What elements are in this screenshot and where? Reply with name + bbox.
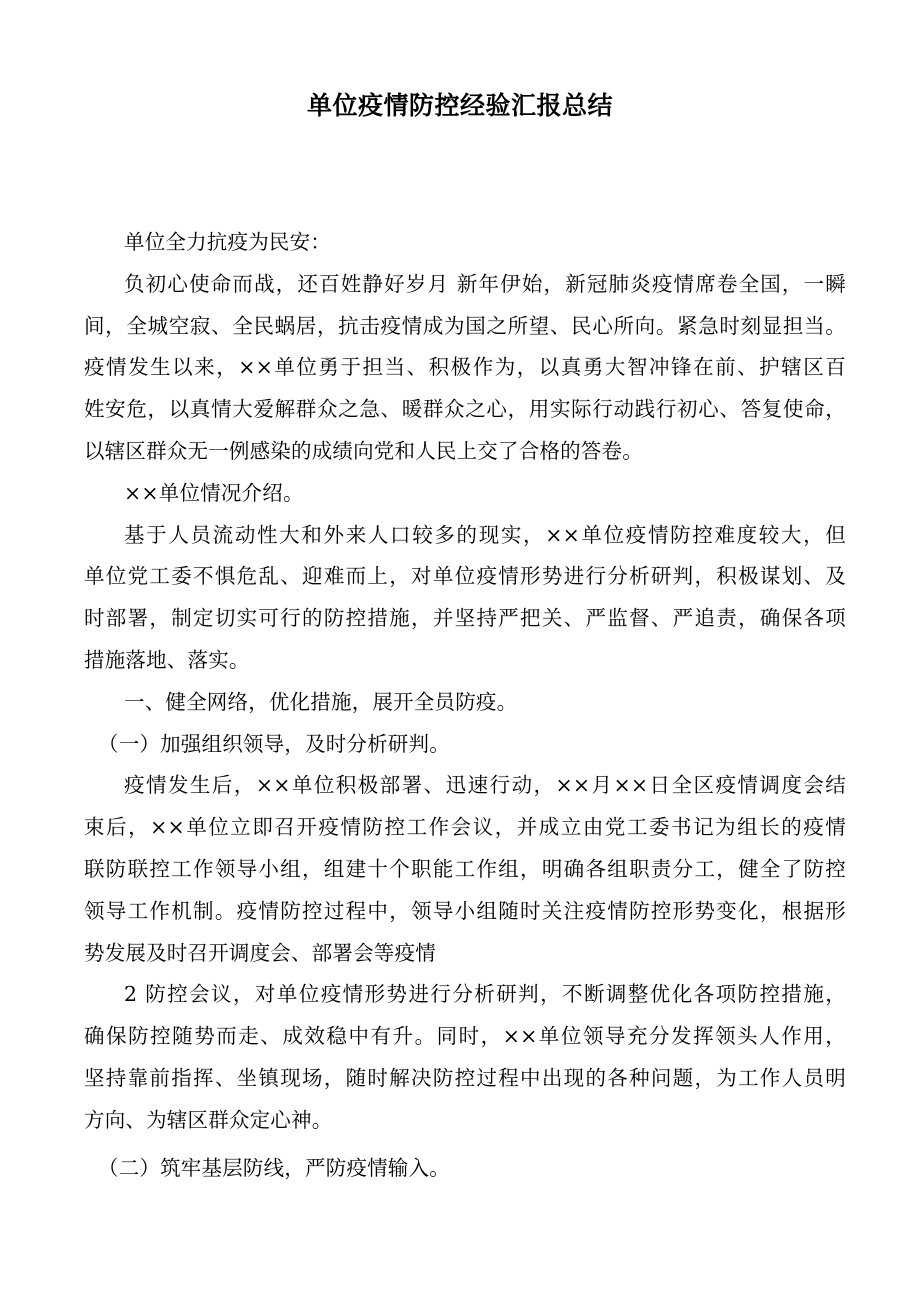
text-line: 时部署，制定切实可行的防控措施，并坚持严把关、严监督、严追责，确保各项	[84, 606, 846, 631]
text-line: 单位全力抗疫为民安：	[124, 230, 331, 254]
text-line: 措施落地、落实。	[84, 647, 250, 672]
text-line: 疫情发生后，××单位积极部署、迅速行动，××月××日全区疫情调度会结	[124, 773, 846, 798]
text-line: 单位党工委不惧危乱、迎难而上，对单位疫情形势进行分析研判，积极谋划、及	[84, 564, 846, 589]
text-line: 联防联控工作领导小组，组建十个职能工作组，明确各组职责分工，健全了防控	[84, 856, 846, 881]
text-line: 间，全城空寂、全民蜗居，抗击疫情成为国之所望、民心所向。紧急时刻显担当。	[84, 313, 846, 338]
text-line: 势发展及时召开调度会、部署会等疫情	[84, 940, 436, 965]
text-line: 负初心使命而战，还百姓静好岁月 新年伊始，新冠肺炎疫情席卷全国，一瞬	[124, 271, 846, 296]
text-line: 疫情发生以来，××单位勇于担当、积极作为，以真勇大智冲锋在前、护辖区百	[84, 355, 846, 380]
text-line: 方向、为辖区群众定心神。	[84, 1107, 333, 1132]
text-line: ××单位情况介绍。	[124, 480, 304, 505]
text-line: 坚持靠前指挥、坐镇现场，随时解决防控过程中出现的各种问题，为工作人员明	[84, 1065, 846, 1090]
text-line: 姓安危，以真情大爱解群众之急、暖群众之心，用实际行动践行初心、答复使命，	[84, 397, 846, 422]
text-line: 基于人员流动性大和外来人口较多的现实，××单位疫情防控难度较大，但	[124, 522, 846, 547]
document-title: 单位疫情防控经验汇报总结	[306, 91, 613, 120]
text-line: 以辖区群众无一例感染的成绩向党和人民上交了合格的答卷。	[84, 438, 643, 463]
document-body	[84, 222, 846, 1189]
section-heading: 一、健全网络，优化措施，展开全员防疫。	[124, 689, 518, 714]
subsection-heading: （二）筑牢基层防线，严防疫情输入。	[98, 1155, 450, 1180]
text-line: 确保防控随势而走、成效稳中有升。同时，××单位领导充分发挥领头人作用，	[84, 1024, 846, 1049]
text-line: 束后，××单位立即召开疫情防控工作会议，并成立由党工委书记为组长的疫情	[84, 815, 846, 840]
text-line: 2 防控会议，对单位疫情形势进行分析研判，不断调整优化各项防控措施，	[124, 982, 846, 1007]
text-line: 领导工作机制。疫情防控过程中，领导小组随时关注疫情防控形势变化，根据形	[84, 898, 846, 923]
subsection-heading: （一）加强组织领导，及时分析研判。	[98, 731, 450, 756]
